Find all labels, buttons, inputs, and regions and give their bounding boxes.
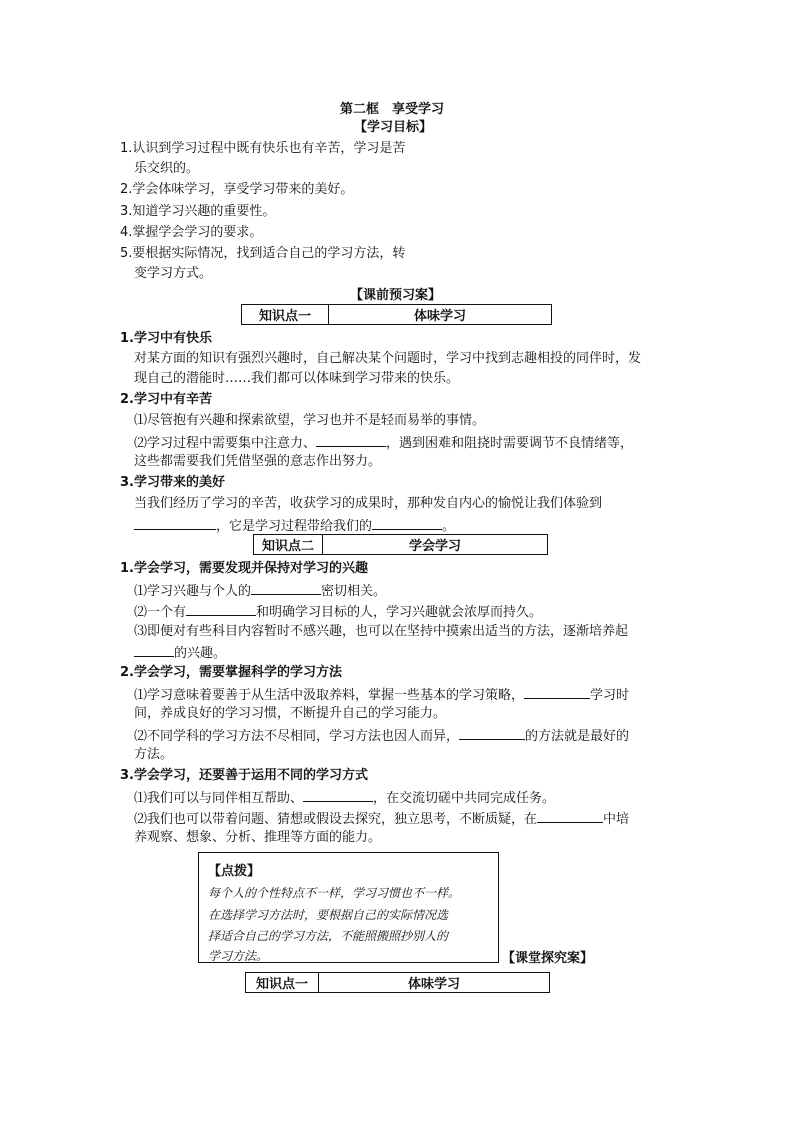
- knowledge-point-box: [241, 304, 552, 325]
- answer-blank[interactable]: [251, 581, 321, 595]
- paragraph-line: 现自己的潜能时……我们都可以体味到学习带来的快乐。: [134, 371, 460, 386]
- answer-blank[interactable]: [459, 726, 525, 740]
- knowledge-point-box: [245, 972, 550, 993]
- section-title: 2.学会学习，需要掌握科学的学习方法: [120, 665, 342, 680]
- fill-line: [134, 516, 455, 536]
- answer-blank[interactable]: [303, 788, 373, 802]
- text-segment: ⑵不同学科的学习方法不尽相同，学习方法也因人而异，: [134, 729, 460, 744]
- section-title: 1.学会学习，需要发现并保持对学习的兴趣: [120, 561, 368, 576]
- paragraph-line: 对某方面的知识有强烈兴趣时，自己解决某个问题时，学习中找到志趣相投的同伴时，发: [134, 351, 642, 366]
- goal-item: 4.掌握学会学习的要求。: [120, 225, 263, 240]
- answer-blank[interactable]: [134, 516, 216, 530]
- answer-blank[interactable]: [537, 809, 603, 823]
- paragraph-line: ⑶即便对有些科目内容暂时不感兴趣，也可以在坚持中摸索出适当的方法，逐渐培养起: [134, 624, 629, 639]
- text-segment: ，在交流切磋中共同完成任务。: [373, 791, 556, 806]
- paragraph-line: 这些都需要我们凭借坚强的意志作出努力。: [134, 454, 382, 469]
- fill-line: [134, 581, 386, 601]
- tip-line: 学习方法。: [208, 949, 269, 963]
- fill-line: [134, 433, 633, 453]
- answer-blank[interactable]: [134, 643, 174, 657]
- section-title: 3.学会学习，还要善于运用不同的学习方式: [120, 768, 368, 783]
- knowledge-point-box: [253, 534, 548, 555]
- page-title: 第二框 享受学习: [340, 102, 445, 117]
- fill-line: [134, 643, 226, 663]
- tip-box: [198, 852, 499, 963]
- goal-item: 1.认识到学习过程中既有快乐也有辛苦，学习是苦: [120, 141, 406, 156]
- text-segment: 。: [442, 519, 456, 534]
- knowledge-point-name: 学会学习: [408, 539, 461, 554]
- text-segment: 学习时: [590, 688, 630, 703]
- paragraph-line: 养观察、想象、分析、推理等方面的能力。: [134, 830, 382, 845]
- fill-line: [134, 602, 542, 622]
- fill-line: [134, 726, 629, 746]
- goal-item: 变学习方式。: [134, 266, 213, 281]
- text-segment: ⑴我们可以与同伴相互帮助、: [134, 791, 304, 806]
- explore-heading: 【课堂探究案】: [502, 951, 594, 966]
- text-segment: 和明确学习目标的人，学习兴趣就会浓厚而持久。: [256, 605, 543, 620]
- fill-line: [134, 788, 555, 808]
- knowledge-point-label: 知识点一: [246, 973, 319, 992]
- text-segment: 密切相关。: [321, 584, 387, 599]
- text-segment: ⑵学习过程中需要集中注意力、: [134, 436, 317, 451]
- section-title: 1.学习中有快乐: [120, 331, 212, 346]
- answer-blank[interactable]: [316, 433, 386, 447]
- tip-line: 在选择学习方法时，要根据自己的实际情况选: [208, 908, 449, 922]
- paragraph-line: 当我们经历了学习的辛苦，收获学习的成果时，那种发自内心的愉悦让我们体验到: [134, 496, 603, 511]
- section-title: 3.学习带来的美好: [120, 475, 225, 490]
- answer-blank[interactable]: [186, 602, 256, 616]
- paragraph-line: ⑴尽管抱有兴趣和探索欲望，学习也并不是轻而易举的事情。: [134, 413, 486, 428]
- goal-item: 乐交织的。: [134, 161, 200, 176]
- preview-heading: 【课前预习案】: [350, 288, 442, 303]
- knowledge-point-name: 体味学习: [413, 309, 466, 324]
- knowledge-point-label: 知识点一: [242, 305, 329, 324]
- answer-blank[interactable]: [372, 516, 442, 530]
- answer-blank[interactable]: [524, 685, 590, 699]
- fill-line: [134, 685, 629, 705]
- text-segment: ⑵一个有: [134, 605, 187, 620]
- goal-item: 2.学会体味学习，享受学习带来的美好。: [120, 182, 354, 197]
- goals-heading: 【学习目标】: [354, 120, 433, 135]
- text-segment: ，它是学习过程带给我们的: [216, 519, 373, 534]
- tip-line: 每个人的个性特点不一样，学习习惯也不一样。: [208, 886, 461, 900]
- knowledge-point-label: 知识点二: [254, 535, 323, 554]
- fill-line: [134, 809, 629, 829]
- goal-item: 3.知道学习兴趣的重要性。: [120, 204, 276, 219]
- text-segment: ⑴学习意味着要善于从生活中汲取养料，掌握一些基本的学习策略，: [134, 688, 525, 703]
- text-segment: 中培: [603, 812, 630, 827]
- text-segment: ⑴学习兴趣与个人的: [134, 584, 252, 599]
- section-title: 2.学习中有辛苦: [120, 392, 212, 407]
- text-segment: 的方法就是最好的: [525, 729, 630, 744]
- tip-line: 择适合自己的学习方法，不能照搬照抄别人的: [208, 929, 449, 943]
- paragraph-line: 间，养成良好的学习习惯，不断提升自己的学习能力。: [134, 706, 447, 721]
- knowledge-point-name: 体味学习: [407, 977, 460, 992]
- goal-item: 5.要根据实际情况，找到适合自己的学习方法，转: [120, 246, 406, 261]
- text-segment: 的兴趣。: [174, 646, 227, 661]
- paragraph-line: 方法。: [134, 747, 174, 762]
- text-segment: ，遇到困难和阻挠时需要调节不良情绪等，: [386, 436, 634, 451]
- text-segment: ⑵我们也可以带着问题、猜想或假设去探究，独立思考，不断质疑，在: [134, 812, 538, 827]
- tip-title: 【点拨】: [208, 864, 261, 879]
